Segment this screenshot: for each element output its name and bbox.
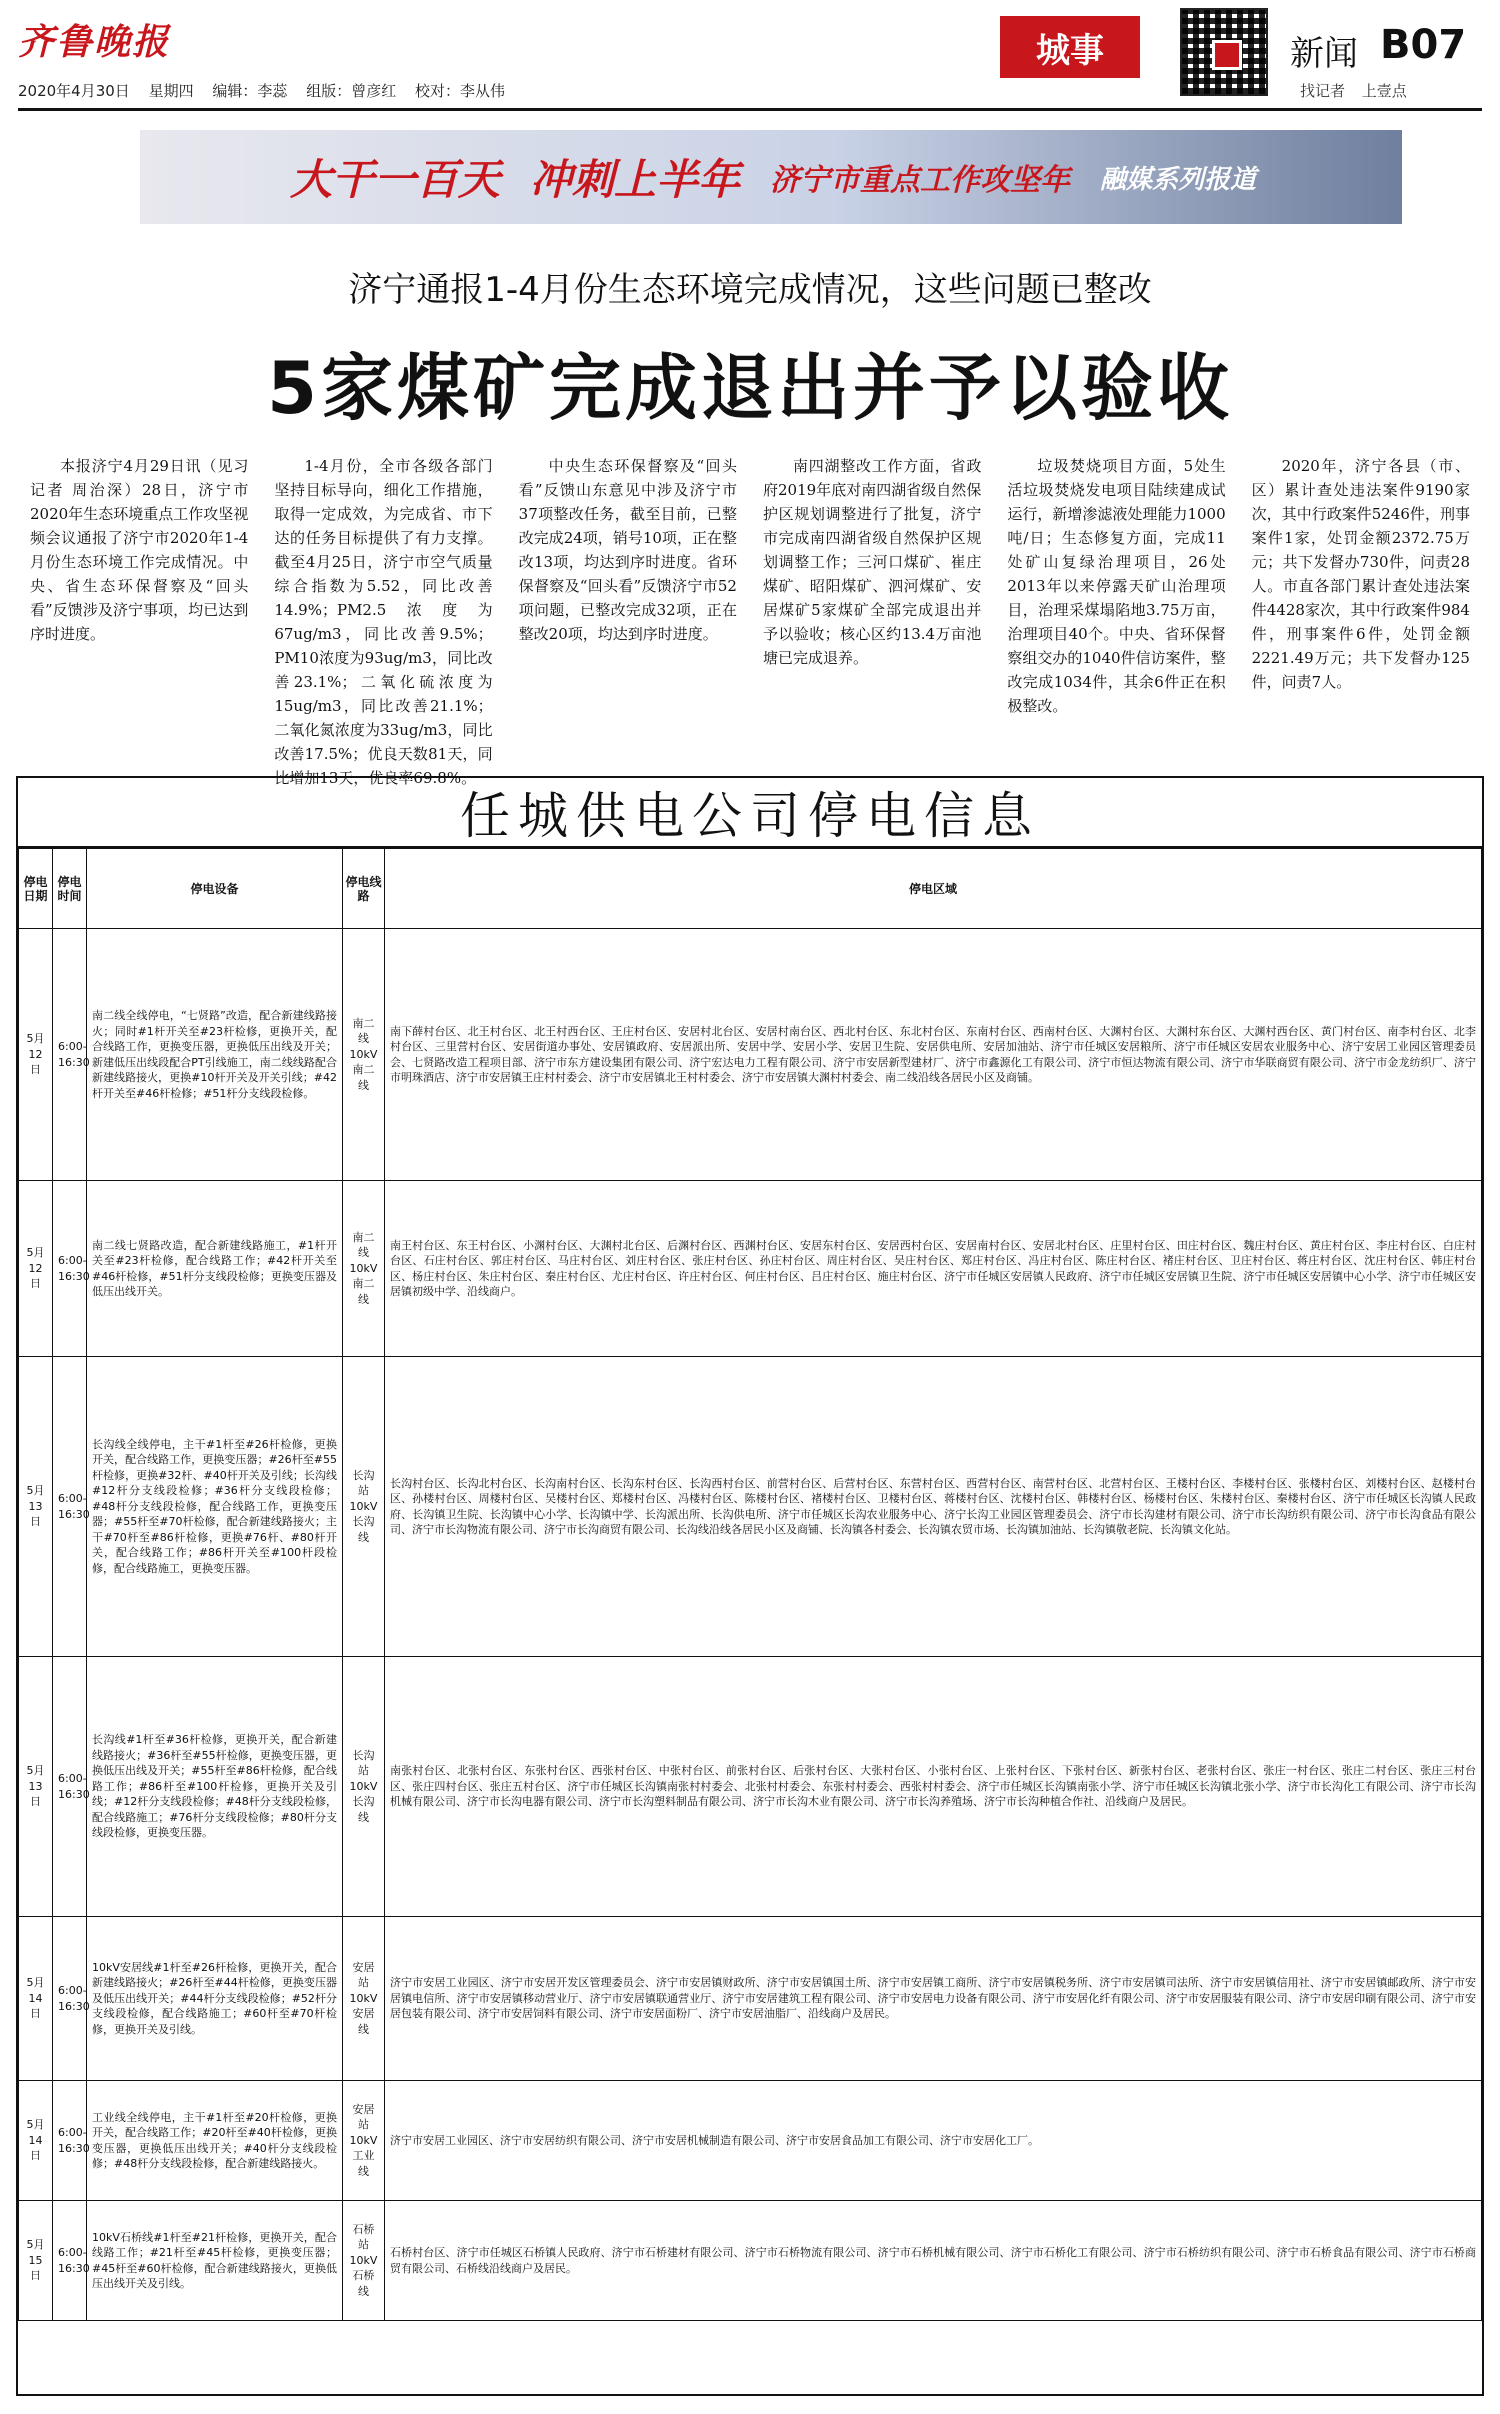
row-device: 长沟线#1杆至#36杆检修，更换开关，配合新建线路接火；#36杆至#55杆检修，更换变压器，更换低压出线及开关；#55杆至#86杆检修，配合线路工作；#86杆至#100杆检修，更换开关及引线；#12杆分支线段检修；#48杆分支线段检修，配合线路施工；#76杆分支线段检修；#80杆分支线段检修，更换变压器。	[87, 1657, 343, 1917]
col-header-line: 停电线路	[343, 849, 385, 929]
table-row	[19, 2081, 1482, 2201]
row-time: 6:00-16:30	[53, 1917, 87, 2081]
row-time: 6:00-16:30	[53, 2081, 87, 2201]
banner-slogan-4: 融媒系列报道	[1100, 164, 1257, 195]
issue-editor: 编辑：李蕊	[212, 82, 288, 100]
row-line: 安居站10kV安居线	[343, 1917, 385, 2081]
row-area: 南下薛村台区、北王村台区、北王村西台区、王庄村台区、安居村北台区、安居村南台区、西北村台区、东北村台区、东南村台区、西南村台区、大渊村台区、大渊村东台区、大渊村西台区、黄门村台区、南李村台区、北李村台区、三里营村台区、安居街道办事处、安居镇政府、安居派出所、安居中学、安居小学、安居卫生院、安居供电所、安居加油站、济宁市任城区安居粮所、济宁市任城区安居农业服务中心、济宁安居工业园区管理委员会、七贤路改造工程项目部、济宁市东方建设集团有限公司、济宁宏达电力工程有限公司、济宁市安居新型建材厂、济宁市鑫源化工有限公司、济宁市恒达物流有限公司、济宁市华联商贸有限公司、济宁市金龙纺织厂、济宁市明珠酒店、济宁市安居镇王庄村村委会、济宁市安居镇北王村村委会、济宁市安居镇大渊村村委会、南二线沿线各居民小区及商铺。	[385, 929, 1482, 1181]
issue-date: 2020年4月30日	[18, 82, 130, 100]
row-device: 南二线全线停电，“七贤路”改造，配合新建线路接火；同时#1杆开关至#23杆检修，更换开关，配合线路工作，更换变压器，更换低压出线及开关；新建低压出线段配合PT引线施工，南二线线路配合新建线路接火，更换#10杆开关及开关引线；#42杆开关至#46杆检修；#51杆分支线段检修。	[87, 929, 343, 1181]
table-header-row	[19, 849, 1482, 929]
col-header-area: 停电区域	[385, 849, 1482, 929]
outage-title: 任城供电公司停电信息	[18, 778, 1482, 848]
row-date: 5月15日	[19, 2201, 53, 2321]
row-date: 5月14日	[19, 1917, 53, 2081]
row-area: 南张村台区、北张村台区、东张村台区、西张村台区、中张村台区、前张村台区、后张村台区、大张村台区、小张村台区、上张村台区、下张村台区、新张村台区、老张村台区、张庄一村台区、张庄二村台区、张庄三村台区、张庄四村台区、张庄五村台区、济宁市任城区长沟镇南张村村委会、北张村村委会、东张村村委会、西张村村委会、济宁市任城区长沟镇南张小学、济宁市任城区长沟镇北张小学、济宁市长沟化工有限公司、济宁市长沟机械有限公司、济宁市长沟电器有限公司、济宁市长沟塑料制品有限公司、济宁市长沟木业有限公司、济宁市长沟养殖场、济宁市长沟种植合作社、沿线商户及居民。	[385, 1657, 1482, 1917]
row-area: 济宁市安居工业园区、济宁市安居开发区管理委员会、济宁市安居镇财政所、济宁市安居镇国土所、济宁市安居镇工商所、济宁市安居镇税务所、济宁市安居镇司法所、济宁市安居镇信用社、济宁市安居镇邮政所、济宁市安居镇电信所、济宁市安居镇移动营业厅、济宁市安居镇联通营业厅、济宁市安居建筑工程有限公司、济宁市安居电力设备有限公司、济宁市安居化纤有限公司、济宁市安居服装有限公司、济宁市安居印刷有限公司、济宁市安居包装有限公司、济宁市安居饲料有限公司、济宁市安居面粉厂、济宁市安居油脂厂、沿线商户及居民。	[385, 1917, 1482, 2081]
article-body	[30, 454, 1470, 787]
article-paragraph: 南四湖整改工作方面，省政府2019年底对南四湖省级自然保护区规划调整进行了批复，济宁市完成南四湖省级自然保护区规划调整工作；三河口煤矿、崔庄煤矿、昭阳煤矿、泗河煤矿、安居煤矿5家煤矿全部完成退出并予以验收；核心区约13.4万亩池塘已完成退养。	[762, 457, 982, 667]
table-row	[19, 2201, 1482, 2321]
row-device: 10kV石桥线#1杆至#21杆检修，更换开关，配合线路工作；#21杆至#45杆检修，更换变压器；#45杆至#60杆检修，配合新建线路接火，更换低压出线开关及引线。	[87, 2201, 343, 2321]
section-tab: 城事	[1000, 16, 1140, 78]
article-paragraph: 垃圾焚烧项目方面，5处生活垃圾焚烧发电项目陆续建成试运行，新增渗滤液处理能力1000吨/日；生态修复方面，完成11处矿山复绿治理项目，26处2013年以来停露天矿山治理项目，治理采煤塌陷地3.75万亩，治理项目40个。中央、省环保督察组交办的1040件信访案件，整改完成1034件，其余6件正在积极整改。	[1007, 457, 1226, 715]
issue-weekday: 星期四	[148, 82, 194, 100]
row-line: 安居站10kV工业线	[343, 2081, 385, 2201]
row-time: 6:00-16:30	[53, 1357, 87, 1657]
page-subline: 找记者 上壹点	[1300, 82, 1407, 100]
outage-table	[18, 848, 1482, 2321]
page-number: B07	[1380, 22, 1467, 68]
row-area: 石桥村台区、济宁市任城区石桥镇人民政府、济宁市石桥建材有限公司、济宁市石桥物流有限公司、济宁市石桥机械有限公司、济宁市石桥化工有限公司、济宁市石桥纺织有限公司、济宁市石桥食品有限公司、济宁市石桥商贸有限公司、石桥线沿线商户及居民。	[385, 2201, 1482, 2321]
row-area: 长沟村台区、长沟北村台区、长沟南村台区、长沟东村台区、长沟西村台区、前营村台区、后营村台区、东营村台区、西营村台区、南营村台区、北营村台区、王楼村台区、李楼村台区、张楼村台区、刘楼村台区、赵楼村台区、孙楼村台区、周楼村台区、吴楼村台区、郑楼村台区、冯楼村台区、陈楼村台区、褚楼村台区、卫楼村台区、蒋楼村台区、沈楼村台区、韩楼村台区、杨楼村台区、朱楼村台区、秦楼村台区、济宁市任城区长沟镇人民政府、长沟镇卫生院、长沟镇中心小学、长沟镇中学、长沟派出所、长沟供电所、济宁市任城区长沟农业服务中心、济宁长沟工业园区管理委员会、济宁市长沟建材有限公司、济宁市长沟纺织有限公司、济宁市长沟食品有限公司、济宁市长沟物流有限公司、济宁市长沟商贸有限公司、长沟线沿线各居民小区及商铺、长沟镇各村委会、长沟镇农贸市场、长沟镇加油站、长沟镇敬老院、长沟镇文化站。	[385, 1357, 1482, 1657]
row-time: 6:00-16:30	[53, 929, 87, 1181]
article-title: 5家煤矿完成退出并予以验收	[266, 346, 1234, 430]
article-paragraph: 2020年，济宁各县（市、区）累计查处违法案件9190家次，其中行政案件5246件，刑事案件1家，处罚金额2372.75万元；共下发督办730件，问责28人。市直各部门累计查处违法案件4428家次，其中行政案件984件，刑事案件6件，处罚金额2221.49万元；共下发督办125件，问责7人。	[1251, 457, 1470, 691]
row-area: 济宁市安居工业园区、济宁市安居纺织有限公司、济宁市安居机械制造有限公司、济宁市安居食品加工有限公司、济宁市安居化工厂。	[385, 2081, 1482, 2201]
table-row	[19, 1181, 1482, 1357]
col-header-date: 停电日期	[19, 849, 53, 929]
power-outage-notice	[16, 776, 1484, 2396]
row-line: 长沟站10kV长沟线	[343, 1357, 385, 1657]
row-line: 石桥站10kV石桥线	[343, 2201, 385, 2321]
masthead: 齐鲁晚报	[18, 21, 171, 63]
row-date: 5月14日	[19, 2081, 53, 2201]
row-line: 南二线10kV南二线	[343, 1181, 385, 1357]
row-time: 6:00-16:30	[53, 2201, 87, 2321]
row-device: 10kV安居线#1杆至#26杆检修，更换开关，配合新建线路接火；#26杆至#44杆检修，更换变压器及低压出线开关；#44杆分支线段检修；#52杆分支线段检修，配合线路施工；#60杆至#70杆检修，更换开关及引线。	[87, 1917, 343, 2081]
issue-designer: 组版：曾彦红	[306, 82, 397, 100]
table-row	[19, 1357, 1482, 1657]
row-time: 6:00-16:30	[53, 1657, 87, 1917]
table-row	[19, 929, 1482, 1181]
table-row	[19, 1917, 1482, 2081]
issue-line	[18, 80, 519, 101]
article-paragraph: 本报济宁4月29日讯（见习记者 周治深）28日，济宁市2020年生态环境重点工作攻坚视频会议通报了济宁市2020年1-4月份生态环境工作完成情况。中央、省生态环保督察及“回头看”反馈涉及济宁事项，均已达到序时进度。	[30, 457, 249, 643]
article-paragraph: 中央生态环保督察及“回头看”反馈山东意见中涉及济宁市37项整改任务，截至目前，已整改完成24项，销号10项，正在整改13项，均达到序时进度。省环保督察及“回头看”反馈济宁市52项问题，已整改完成32项，正在整改20项，均达到序时进度。	[518, 457, 737, 643]
row-date: 5月13日	[19, 1357, 53, 1657]
row-device: 工业线全线停电，主干#1杆至#20杆检修，更换开关，配合线路工作；#20杆至#40杆检修，更换变压器，更换低压出线开关；#40杆分支线段检修；#48杆分支线段检修，配合新建线路接火。	[87, 2081, 343, 2201]
table-row	[19, 1657, 1482, 1917]
row-line: 南二线10kV南二线	[343, 929, 385, 1181]
col-header-time: 停电时间	[53, 849, 87, 929]
header-divider	[18, 108, 1482, 111]
page-label: 新闻	[1290, 34, 1358, 74]
row-area: 南王村台区、东王村台区、小渊村台区、大渊村北台区、后渊村台区、西渊村台区、安居东村台区、安居西村台区、安居南村台区、安居北村台区、庄里村台区、田庄村台区、魏庄村台区、黄庄村台区、李庄村台区、白庄村台区、石庄村台区、郭庄村台区、马庄村台区、刘庄村台区、张庄村台区、孙庄村台区、周庄村台区、吴庄村台区、郑庄村台区、冯庄村台区、陈庄村台区、褚庄村台区、卫庄村台区、蒋庄村台区、沈庄村台区、韩庄村台区、杨庄村台区、朱庄村台区、秦庄村台区、尤庄村台区、许庄村台区、何庄村台区、吕庄村台区、施庄村台区、济宁市任城区安居镇人民政府、济宁市任城区安居镇卫生院、济宁市任城区安居镇中心小学、济宁市任城区安居镇初级中学、沿线商户。	[385, 1181, 1482, 1357]
article-paragraph: 1-4月份，全市各级各部门坚持目标导向，细化工作措施，取得一定成效，为完成省、市下达的任务目标提供了有力支撑。截至4月25日，济宁市空气质量综合指数为5.52，同比改善14.9%；PM2.5浓度为67ug/m3，同比改善9.5%；PM10浓度为93ug/m3，同比改善23.1%；二氧化硫浓度为15ug/m3，同比改善21.1%；二氧化氮浓度为33ug/m3，同比改善17.5%；优良天数81天，同比增加13天，优良率69.8%。	[274, 457, 493, 787]
banner-slogan-3: 济宁市重点工作攻坚年	[770, 163, 1071, 198]
qr-code-icon[interactable]	[1180, 8, 1268, 96]
row-date: 5月12日	[19, 929, 53, 1181]
row-device: 长沟线全线停电，主干#1杆至#26杆检修，更换开关，配合线路工作，更换变压器；#26杆至#55杆检修，更换#32杆、#40杆开关及引线；长沟线#12杆分支线段检修；#36杆分支线段检修；#48杆分支线段检修，配合线路工作，更换变压器；#55杆至#70杆检修，配合新建线路接火；主干#70杆至#86杆检修，更换#76杆、#80杆开关，配合线路工作；#86杆开关至#100杆段检修，配合线路施工，更换变压器。	[87, 1357, 343, 1657]
row-line: 长沟站10kV长沟线	[343, 1657, 385, 1917]
article-subtitle: 济宁通报1-4月份生态环境完成情况，这些问题已整改	[348, 270, 1152, 310]
banner-slogan-2: 冲刺上半年	[530, 155, 741, 204]
col-header-device: 停电设备	[87, 849, 343, 929]
row-date: 5月12日	[19, 1181, 53, 1357]
campaign-banner	[140, 130, 1402, 224]
banner-slogan-1: 大干一百天	[290, 155, 501, 204]
row-device: 南二线七贤路改造，配合新建线路施工，#1杆开关至#23杆检修，配合线路工作；#42杆开关至#46杆检修，#51杆分支线段检修；更换变压器及低压出线开关。	[87, 1181, 343, 1357]
issue-proofreader: 校对：李从伟	[414, 82, 505, 100]
row-date: 5月13日	[19, 1657, 53, 1917]
row-time: 6:00-16:30	[53, 1181, 87, 1357]
